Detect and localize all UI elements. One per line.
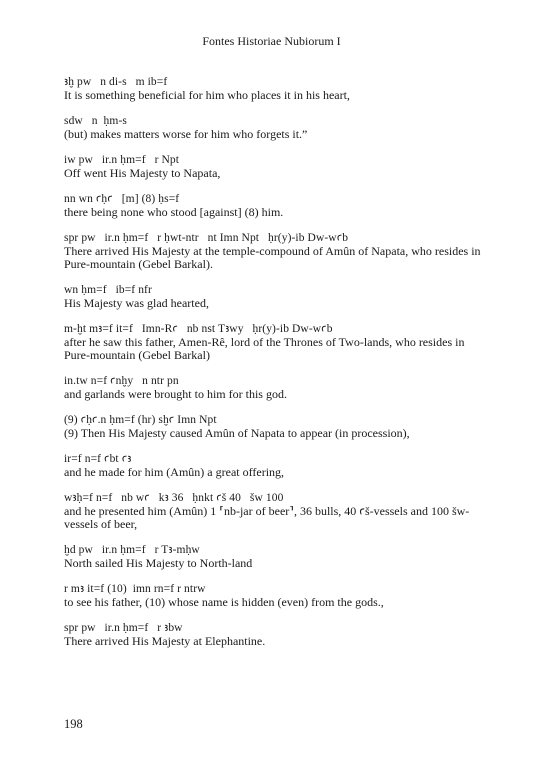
- translation-line: His Majesty was glad hearted,: [64, 295, 209, 310]
- transliteration-line: wꜣḥ=f n=f nb wꜥ kꜣ 36 ḥnkt ꜥš 40 šw 100: [64, 492, 284, 504]
- verse-entry: [64, 284, 484, 310]
- verse-entry: [64, 544, 484, 570]
- translation-line: to see his father, (10) whose name is hidden (even) from the gods.,: [64, 594, 384, 609]
- translation-line: There arrived His Majesty at Elephantine.: [64, 633, 266, 648]
- transliteration-line: sdw n ḥm-s: [64, 115, 127, 127]
- transliteration-line: wn ḥm=f ib=f nfr: [64, 284, 152, 296]
- verse-entry: [64, 622, 484, 648]
- verse-entry: [64, 323, 484, 362]
- transliteration-line: ꜣḫ pw n di-s m ib=f: [64, 76, 168, 88]
- transliteration-line: nn wn ꜥḥꜥ [m] (8) ḥs=f: [64, 193, 180, 205]
- translation-line: (9) Then His Majesty caused Amûn of Napata to appear (in procession),: [64, 425, 410, 440]
- verse-entry: [64, 76, 484, 102]
- transliteration-line: ir=f n=f ꜥbt ꜥꜣ: [64, 453, 132, 465]
- verse-entry: [64, 193, 484, 219]
- transliteration-line: iw pw ir.n ḥm=f r Npt: [64, 154, 180, 166]
- transliteration-line: r mꜣ it=f (10) imn rn=f r ntrw: [64, 583, 206, 595]
- translation-line: and he made for him (Amûn) a great offering,: [64, 464, 285, 479]
- verse-entry: [64, 154, 484, 180]
- verse-entry: [64, 232, 484, 271]
- translation-line: There arrived His Majesty at the temple-compound of Amûn of Napata, who resides in Pure-mountain (Gebel Barkal).: [64, 243, 481, 271]
- transliteration-line: (9) ꜥḥꜥ.n ḥm=f (hr) sḫꜥ Imn Npt: [64, 414, 217, 426]
- transliteration-line: spr pw ir.n ḥm=f r ḥwt-ntr nt Imn Npt ḥr(y)-ib Dw-wꜥb: [64, 232, 349, 244]
- verse-entry: [64, 453, 484, 479]
- transliteration-line: spr pw ir.n ḥm=f r ꜣbw: [64, 622, 183, 634]
- verse-entry: [64, 492, 484, 531]
- translation-line: there being none who stood [against] (8) him.: [64, 204, 284, 219]
- translation-line: North sailed His Majesty to North-land: [64, 555, 253, 570]
- running-title: Fontes Historiae Nubiorum I: [202, 34, 341, 48]
- translation-line: and garlands were brought to him for this god.: [64, 386, 287, 401]
- translation-line: Off went His Majesty to Napata,: [64, 165, 221, 180]
- verse-entry: [64, 115, 484, 141]
- transliteration-line: in.tw n=f ꜥnḫy n ntr pn: [64, 375, 179, 387]
- verse-entry: [64, 583, 484, 609]
- transliteration-line: ḫd pw ir.n ḥm=f r Tꜣ-mḥw: [64, 544, 200, 556]
- verse-entry: [64, 375, 484, 401]
- translation-line: and he presented him (Amûn) 1 ⸢nb-jar of beer⸣, 36 bulls, 40 ꜥš-vessels and 100 šw-vessels of beer,: [64, 503, 470, 531]
- translation-line: after he saw this father, Amen-Rê, lord of the Thrones of Two-lands, who resides in Pure-mountain (Gebel Barkal): [64, 334, 465, 362]
- page-number: 198: [64, 717, 83, 731]
- text-body: [64, 76, 484, 661]
- transliteration-line: m-ḫt mꜣ=f it=f Imn-Rꜥ nb nst Tꜣwy ḥr(y)-ib Dw-wꜥb: [64, 323, 333, 335]
- verse-entry: [64, 414, 484, 440]
- translation-line: (but) makes matters worse for him who forgets it.”: [64, 126, 308, 141]
- translation-line: It is something beneficial for him who places it in his heart,: [64, 87, 350, 102]
